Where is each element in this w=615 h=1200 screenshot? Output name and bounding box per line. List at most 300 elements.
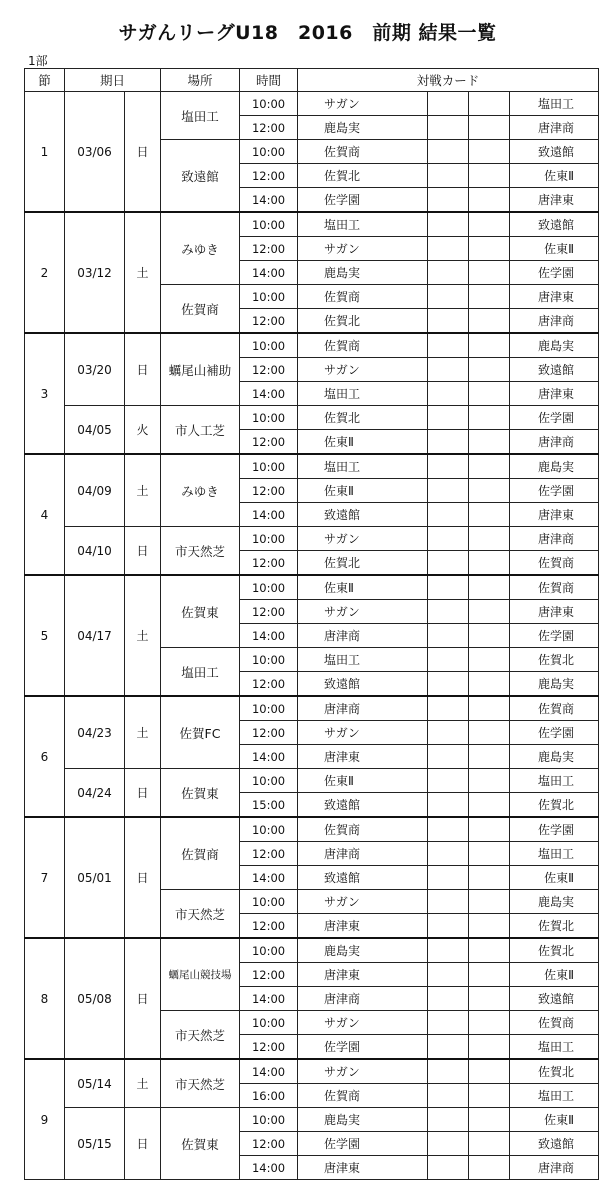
- score-cell: [469, 842, 510, 866]
- time-cell: 10:00: [240, 648, 298, 672]
- score-cell: [469, 938, 510, 963]
- score-cell: [469, 503, 510, 527]
- home-team: 佐賀商: [298, 285, 428, 309]
- weekday-cell: 日: [125, 769, 161, 818]
- home-team: 佐賀商: [298, 817, 428, 842]
- away-team: 鹿島実: [510, 745, 599, 769]
- score-cell: [428, 745, 469, 769]
- score-cell: [428, 188, 469, 213]
- away-team: 塩田工: [510, 1035, 599, 1060]
- away-team: 唐津商: [510, 309, 599, 334]
- score-cell: [469, 188, 510, 213]
- date-cell: 05/14: [65, 1059, 125, 1108]
- venue-cell: みゆき: [161, 454, 240, 527]
- venue-cell: みゆき: [161, 212, 240, 285]
- score-cell: [469, 769, 510, 793]
- score-cell: [469, 1108, 510, 1132]
- score-cell: [428, 503, 469, 527]
- away-team: 鹿島実: [510, 333, 599, 358]
- date-cell: 03/06: [65, 92, 125, 213]
- weekday-cell: 日: [125, 817, 161, 938]
- time-cell: 12:00: [240, 1132, 298, 1156]
- home-team: 鹿島実: [298, 116, 428, 140]
- round-cell: 7: [25, 817, 65, 938]
- score-cell: [469, 285, 510, 309]
- time-cell: 10:00: [240, 92, 298, 116]
- score-cell: [469, 237, 510, 261]
- away-team: 致遠館: [510, 987, 599, 1011]
- score-cell: [469, 817, 510, 842]
- score-cell: [469, 527, 510, 551]
- score-cell: [428, 575, 469, 600]
- home-team: 唐津東: [298, 745, 428, 769]
- home-team: サガン: [298, 527, 428, 551]
- away-team: 佐賀北: [510, 914, 599, 939]
- venue-cell: 塩田工: [161, 92, 240, 140]
- score-cell: [469, 1011, 510, 1035]
- away-team: 塩田工: [510, 92, 599, 116]
- home-team: 佐賀北: [298, 406, 428, 430]
- away-team: 唐津商: [510, 1156, 599, 1180]
- round-cell: 1: [25, 92, 65, 213]
- away-team: 佐学園: [510, 624, 599, 648]
- weekday-cell: 火: [125, 406, 161, 455]
- score-cell: [469, 358, 510, 382]
- time-cell: 14:00: [240, 987, 298, 1011]
- home-team: 鹿島実: [298, 261, 428, 285]
- home-team: 佐学園: [298, 188, 428, 213]
- time-cell: 12:00: [240, 430, 298, 455]
- score-cell: [428, 817, 469, 842]
- away-team: 唐津商: [510, 527, 599, 551]
- date-cell: 04/05: [65, 406, 125, 455]
- score-cell: [469, 140, 510, 164]
- header-row: [25, 69, 599, 92]
- home-team: 佐学園: [298, 1132, 428, 1156]
- venue-cell: 市天然芝: [161, 1011, 240, 1060]
- away-team: 佐学園: [510, 817, 599, 842]
- away-team: 佐学園: [510, 406, 599, 430]
- score-cell: [428, 1035, 469, 1060]
- venue-cell: 塩田工: [161, 648, 240, 697]
- score-cell: [428, 1156, 469, 1180]
- home-team: 佐学園: [298, 1035, 428, 1060]
- table-row: [25, 212, 599, 237]
- away-team: 塩田工: [510, 1084, 599, 1108]
- score-cell: [428, 164, 469, 188]
- page-title: サガんリーグU18 2016 前期 結果一覧: [118, 22, 497, 44]
- date-cell: 05/15: [65, 1108, 125, 1180]
- score-cell: [469, 309, 510, 334]
- time-cell: 12:00: [240, 842, 298, 866]
- score-cell: [469, 721, 510, 745]
- time-cell: 14:00: [240, 503, 298, 527]
- score-cell: [469, 987, 510, 1011]
- score-cell: [428, 890, 469, 914]
- score-cell: [469, 1084, 510, 1108]
- home-team: 佐賀商: [298, 1084, 428, 1108]
- home-team: 塩田工: [298, 212, 428, 237]
- weekday-cell: 土: [125, 212, 161, 333]
- away-team: 唐津東: [510, 188, 599, 213]
- score-cell: [469, 1035, 510, 1060]
- venue-cell: 致遠館: [161, 140, 240, 213]
- home-team: 唐津商: [298, 624, 428, 648]
- time-cell: 14:00: [240, 866, 298, 890]
- score-cell: [428, 1132, 469, 1156]
- table-row: [25, 696, 599, 721]
- away-team: 唐津東: [510, 503, 599, 527]
- score-cell: [469, 406, 510, 430]
- home-team: 唐津商: [298, 696, 428, 721]
- score-cell: [469, 479, 510, 503]
- home-team: サガン: [298, 1011, 428, 1035]
- away-team: 佐賀商: [510, 1011, 599, 1035]
- home-team: 佐賀北: [298, 551, 428, 576]
- score-cell: [469, 624, 510, 648]
- time-cell: 10:00: [240, 769, 298, 793]
- away-team: 唐津東: [510, 600, 599, 624]
- score-cell: [469, 164, 510, 188]
- time-cell: 12:00: [240, 1035, 298, 1060]
- round-cell: 8: [25, 938, 65, 1059]
- time-cell: 14:00: [240, 188, 298, 213]
- weekday-cell: 日: [125, 1108, 161, 1180]
- score-cell: [469, 672, 510, 697]
- away-team: 佐学園: [510, 721, 599, 745]
- score-cell: [428, 842, 469, 866]
- time-cell: 10:00: [240, 140, 298, 164]
- weekday-cell: 土: [125, 454, 161, 527]
- away-team: 致遠館: [510, 212, 599, 237]
- away-team: 佐賀商: [510, 696, 599, 721]
- home-team: 唐津商: [298, 987, 428, 1011]
- score-cell: [469, 92, 510, 116]
- score-cell: [428, 1011, 469, 1035]
- venue-cell: 佐賀東: [161, 769, 240, 818]
- time-cell: 12:00: [240, 963, 298, 987]
- home-team: 鹿島実: [298, 938, 428, 963]
- time-cell: 10:00: [240, 696, 298, 721]
- score-cell: [428, 527, 469, 551]
- score-cell: [428, 696, 469, 721]
- home-team: 佐東Ⅱ: [298, 430, 428, 455]
- away-team: 塩田工: [510, 769, 599, 793]
- home-team: サガン: [298, 92, 428, 116]
- table-row: [25, 527, 599, 551]
- time-cell: 12:00: [240, 551, 298, 576]
- header-round: 節: [25, 69, 65, 92]
- away-team: 佐賀商: [510, 551, 599, 576]
- time-cell: 14:00: [240, 382, 298, 406]
- table-row: [25, 92, 599, 116]
- away-team: 佐賀北: [510, 938, 599, 963]
- header-venue: 場所: [161, 69, 240, 92]
- time-cell: 12:00: [240, 116, 298, 140]
- score-cell: [428, 672, 469, 697]
- venue-cell: 佐賀東: [161, 575, 240, 648]
- score-cell: [428, 358, 469, 382]
- time-cell: 14:00: [240, 624, 298, 648]
- date-cell: 05/08: [65, 938, 125, 1059]
- score-cell: [428, 914, 469, 939]
- score-cell: [469, 430, 510, 455]
- home-team: 唐津東: [298, 963, 428, 987]
- table-row: [25, 817, 599, 842]
- score-cell: [428, 1059, 469, 1084]
- date-cell: 05/01: [65, 817, 125, 938]
- date-cell: 03/20: [65, 333, 125, 406]
- venue-cell: 佐賀商: [161, 285, 240, 334]
- score-cell: [428, 382, 469, 406]
- round-cell: 5: [25, 575, 65, 696]
- score-cell: [428, 92, 469, 116]
- table-row: [25, 769, 599, 793]
- time-cell: 10:00: [240, 575, 298, 600]
- home-team: サガン: [298, 237, 428, 261]
- score-cell: [469, 745, 510, 769]
- score-cell: [428, 285, 469, 309]
- score-cell: [469, 333, 510, 358]
- away-team: 佐賀北: [510, 648, 599, 672]
- venue-cell: 市天然芝: [161, 1059, 240, 1108]
- weekday-cell: 土: [125, 696, 161, 769]
- home-team: 佐東Ⅱ: [298, 479, 428, 503]
- away-team: 佐東Ⅱ: [510, 1108, 599, 1132]
- score-cell: [428, 866, 469, 890]
- date-cell: 04/09: [65, 454, 125, 527]
- score-cell: [428, 648, 469, 672]
- score-cell: [428, 333, 469, 358]
- score-cell: [469, 793, 510, 818]
- time-cell: 12:00: [240, 358, 298, 382]
- home-team: サガン: [298, 600, 428, 624]
- score-cell: [469, 914, 510, 939]
- venue-cell: 市人工芝: [161, 406, 240, 455]
- away-team: 唐津東: [510, 285, 599, 309]
- score-cell: [428, 116, 469, 140]
- score-cell: [469, 866, 510, 890]
- table-row: [25, 1108, 599, 1132]
- time-cell: 16:00: [240, 1084, 298, 1108]
- header-matchup: 対戦カード: [298, 69, 599, 92]
- venue-cell: 蠣尾山補助: [161, 333, 240, 406]
- away-team: 佐学園: [510, 261, 599, 285]
- score-cell: [469, 116, 510, 140]
- time-cell: 12:00: [240, 672, 298, 697]
- score-cell: [469, 963, 510, 987]
- score-cell: [469, 890, 510, 914]
- results-table: [24, 68, 599, 1180]
- home-team: 塩田工: [298, 454, 428, 479]
- home-team: 致遠館: [298, 503, 428, 527]
- weekday-cell: 日: [125, 333, 161, 406]
- time-cell: 10:00: [240, 406, 298, 430]
- table-row: [25, 406, 599, 430]
- away-team: 佐賀北: [510, 793, 599, 818]
- weekday-cell: 日: [125, 92, 161, 213]
- away-team: 致遠館: [510, 140, 599, 164]
- time-cell: 15:00: [240, 793, 298, 818]
- weekday-cell: 土: [125, 1059, 161, 1108]
- score-cell: [428, 624, 469, 648]
- home-team: サガン: [298, 358, 428, 382]
- time-cell: 12:00: [240, 237, 298, 261]
- table-row: [25, 1059, 599, 1084]
- home-team: 唐津東: [298, 914, 428, 939]
- header-time: 時間: [240, 69, 298, 92]
- score-cell: [469, 551, 510, 576]
- score-cell: [428, 261, 469, 285]
- header-date: 期日: [65, 69, 161, 92]
- score-cell: [469, 600, 510, 624]
- time-cell: 10:00: [240, 1108, 298, 1132]
- date-cell: 03/12: [65, 212, 125, 333]
- score-cell: [428, 140, 469, 164]
- home-team: 唐津商: [298, 842, 428, 866]
- weekday-cell: 日: [125, 938, 161, 1059]
- away-team: 塩田工: [510, 842, 599, 866]
- time-cell: 14:00: [240, 261, 298, 285]
- score-cell: [469, 648, 510, 672]
- home-team: 塩田工: [298, 382, 428, 406]
- date-cell: 04/10: [65, 527, 125, 576]
- results-body: [25, 92, 599, 1180]
- away-team: 佐東Ⅱ: [510, 963, 599, 987]
- home-team: 致遠館: [298, 672, 428, 697]
- score-cell: [469, 1132, 510, 1156]
- round-cell: 4: [25, 454, 65, 575]
- home-team: 致遠館: [298, 793, 428, 818]
- score-cell: [428, 938, 469, 963]
- time-cell: 12:00: [240, 721, 298, 745]
- away-team: 唐津東: [510, 382, 599, 406]
- round-cell: 2: [25, 212, 65, 333]
- time-cell: 10:00: [240, 1011, 298, 1035]
- away-team: 鹿島実: [510, 890, 599, 914]
- home-team: 致遠館: [298, 866, 428, 890]
- home-team: 佐賀商: [298, 333, 428, 358]
- away-team: 佐東Ⅱ: [510, 866, 599, 890]
- score-cell: [469, 382, 510, 406]
- home-team: 佐賀北: [298, 164, 428, 188]
- away-team: 佐賀商: [510, 575, 599, 600]
- venue-cell: 佐賀FC: [161, 696, 240, 769]
- score-cell: [469, 575, 510, 600]
- time-cell: 10:00: [240, 527, 298, 551]
- score-cell: [469, 1059, 510, 1084]
- score-cell: [428, 769, 469, 793]
- away-team: 鹿島実: [510, 672, 599, 697]
- score-cell: [428, 600, 469, 624]
- venue-cell: 佐賀商: [161, 817, 240, 890]
- time-cell: 12:00: [240, 914, 298, 939]
- score-cell: [428, 430, 469, 455]
- time-cell: 12:00: [240, 309, 298, 334]
- weekday-cell: 土: [125, 575, 161, 696]
- away-team: 鹿島実: [510, 454, 599, 479]
- round-cell: 3: [25, 333, 65, 454]
- time-cell: 10:00: [240, 454, 298, 479]
- away-team: 唐津商: [510, 430, 599, 455]
- time-cell: 12:00: [240, 479, 298, 503]
- away-team: 致遠館: [510, 1132, 599, 1156]
- score-cell: [428, 212, 469, 237]
- table-row: [25, 575, 599, 600]
- away-team: 唐津商: [510, 116, 599, 140]
- venue-cell: 市天然芝: [161, 890, 240, 939]
- score-cell: [428, 793, 469, 818]
- time-cell: 10:00: [240, 285, 298, 309]
- score-cell: [428, 987, 469, 1011]
- round-cell: 6: [25, 696, 65, 817]
- score-cell: [428, 1084, 469, 1108]
- time-cell: 14:00: [240, 1059, 298, 1084]
- table-row: [25, 333, 599, 358]
- venue-cell: 市天然芝: [161, 527, 240, 576]
- division-label: 1部: [28, 54, 48, 68]
- time-cell: 12:00: [240, 164, 298, 188]
- date-cell: 04/23: [65, 696, 125, 769]
- venue-cell: 蠣尾山競技場: [161, 938, 240, 1011]
- date-cell: 04/24: [65, 769, 125, 818]
- venue-cell: 佐賀東: [161, 1108, 240, 1180]
- home-team: 塩田工: [298, 648, 428, 672]
- time-cell: 10:00: [240, 890, 298, 914]
- score-cell: [428, 406, 469, 430]
- time-cell: 14:00: [240, 745, 298, 769]
- score-cell: [469, 212, 510, 237]
- weekday-cell: 日: [125, 527, 161, 576]
- away-team: 佐東Ⅱ: [510, 237, 599, 261]
- away-team: 致遠館: [510, 358, 599, 382]
- away-team: 佐学園: [510, 479, 599, 503]
- score-cell: [428, 963, 469, 987]
- home-team: 佐賀商: [298, 140, 428, 164]
- score-cell: [428, 721, 469, 745]
- time-cell: 10:00: [240, 212, 298, 237]
- score-cell: [469, 1156, 510, 1180]
- home-team: 佐東Ⅱ: [298, 769, 428, 793]
- time-cell: 10:00: [240, 817, 298, 842]
- time-cell: 10:00: [240, 938, 298, 963]
- home-team: サガン: [298, 721, 428, 745]
- away-team: 佐賀北: [510, 1059, 599, 1084]
- score-cell: [428, 1108, 469, 1132]
- score-cell: [469, 261, 510, 285]
- table-row: [25, 454, 599, 479]
- score-cell: [428, 309, 469, 334]
- home-team: 佐賀北: [298, 309, 428, 334]
- home-team: サガン: [298, 1059, 428, 1084]
- table-row: [25, 938, 599, 963]
- home-team: サガン: [298, 890, 428, 914]
- home-team: 唐津東: [298, 1156, 428, 1180]
- score-cell: [469, 696, 510, 721]
- time-cell: 10:00: [240, 333, 298, 358]
- date-cell: 04/17: [65, 575, 125, 696]
- away-team: 佐東Ⅱ: [510, 164, 599, 188]
- time-cell: 14:00: [240, 1156, 298, 1180]
- home-team: 鹿島実: [298, 1108, 428, 1132]
- score-cell: [428, 237, 469, 261]
- score-cell: [428, 454, 469, 479]
- round-cell: 9: [25, 1059, 65, 1180]
- home-team: 佐東Ⅱ: [298, 575, 428, 600]
- score-cell: [428, 551, 469, 576]
- score-cell: [428, 479, 469, 503]
- score-cell: [469, 454, 510, 479]
